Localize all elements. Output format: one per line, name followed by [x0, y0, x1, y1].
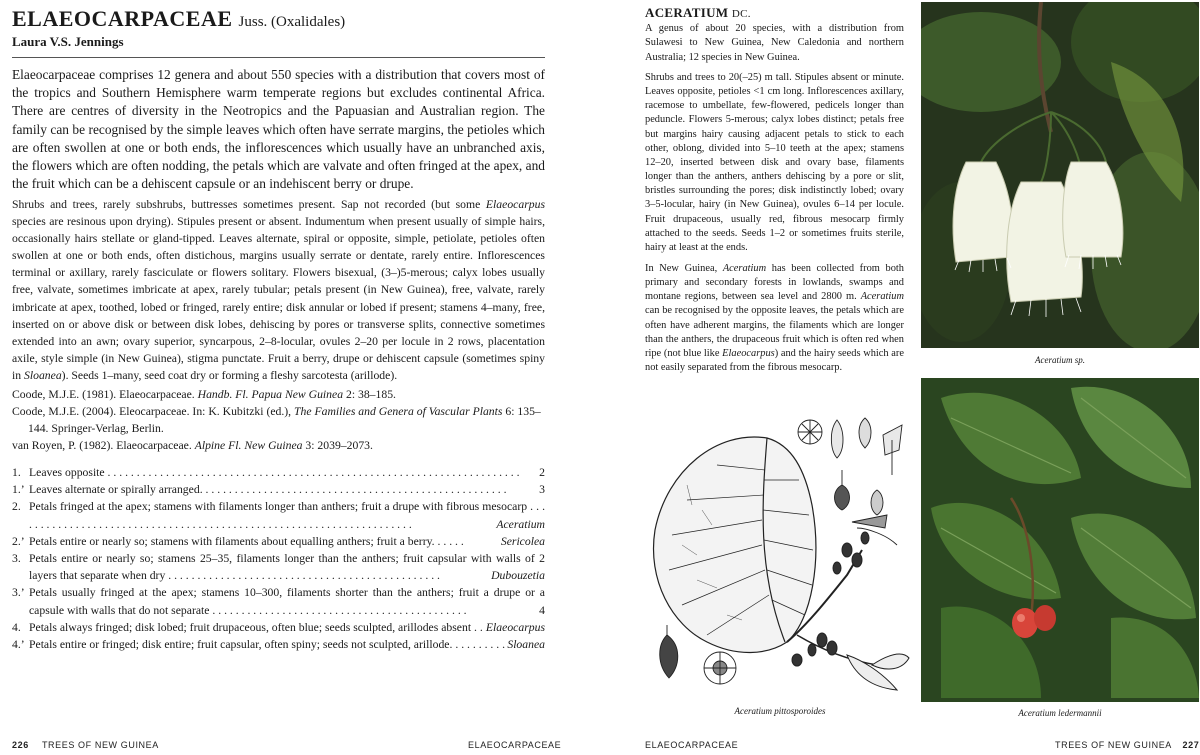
family-intro: Elaeocarpaceae comprises 12 genera and about 550 species with a distribution that covers most of the tropics and Southern Hemisphere warm temperate regions but excludes continental Africa. There are centres of diversity in the Neotropics and the Papuasian and Australian region. The family can be recognised by the simple leaves which often have serrate margins, the petioles which are often swollen at one or both ends, the inflorescences which usually have an unbranched axis, the flowers which are often nodding, the petals which are valvate and often fringed at the apex, and the fruit which can be a dehiscent capsule or an indehiscent berry or drupe.	[12, 67, 545, 192]
photo-1-caption: Aceratium sp.	[1035, 355, 1085, 365]
key-lead-destination: Sloanea	[507, 638, 545, 652]
genus-authority: DC.	[731, 8, 751, 20]
title-rule	[12, 57, 545, 58]
right-page	[600, 0, 1200, 755]
running-section-title-right: ELAEOCARPACEAE	[645, 740, 739, 750]
running-section-title: ELAEOCARPACEAE	[468, 740, 562, 750]
drawing-caption: Aceratium pittosporoides	[734, 706, 826, 716]
genus-title	[645, 5, 751, 21]
key-lead-text: Petals entire or nearly so; stamens with filaments about equalling anthers; fruit a berry. . . . . . Sericolea	[29, 533, 545, 550]
key-lead-number: 3.	[12, 552, 21, 566]
photo-2-caption: Aceratium ledermannii	[1018, 708, 1102, 718]
key-lead	[12, 550, 545, 584]
key-lead	[12, 584, 545, 618]
key-lead	[12, 464, 545, 481]
family-title	[12, 6, 345, 32]
key-lead-destination: 4	[539, 603, 545, 617]
key-lead-text: Leaves opposite . . . . . . . . . . . . . . . . . . . . . . . . . . . . . . . . . . . . . . . . . . . . . . . . . . . . . . . . . . . . . . . . . . . . . . . 2	[29, 464, 545, 481]
footer-right	[1055, 740, 1199, 750]
genus-png-notes: In New Guinea, Aceratium has been collected from both primary and secondary forests in lowlands, swamps and montane regions, between sea level and 2800 m. Aceratium can be recognised by the opposite leaves, the petals which are often have adherent margins, the filaments which are longer than the anthers, the drupaceous fruit which is often red when ripe (not blue like Elaeocarpus) and the hairy seeds which are not easily separated from the fibrous mesocarp.	[645, 263, 905, 374]
family-description: Shrubs and trees, rarely subshrubs, buttresses sometimes present. Sap not recorded (but some Elaeocarpus species are resinous upon drying). Stipules present or absent. Indumentum when present usually of simple hairs, occasionally hairs stellate or gland-tipped. Leaves alternate, spiral or opposite, simple, petiolate, petioles often swollen at one or both ends, often distichous, margins usually serrate or dentate, rarely entire. Inflorescences terminal or axillary, rarely fasciculate or flowers solitary. Flowers bisexual, (3–)5-merous; calyx lobes usually free, valvate, sometimes imbricate at apex, rarely tubular; petals present (in New Guinea), free, valvate, rarely imbricate at apex, toothed, lobed or fringed, rarely entire; disk annular or lobed if present; stamens 4–many, free, inserted on or above disk or between disk lobes, dehiscing by pores or transverse splits, connective sometimes extended into an awn; ovary superior, syncarpous, 2–8-locular, ovules 2–20 per locule in 2 rows, placentation axile, style simple (in New Guinea), stigma punctate. Fruit a berry, drupe or dehiscent capsule (sometimes spiny in Sloanea). Seeds 1–many, seed coat dry or forming a fleshy sarcotesta (arillode).	[12, 198, 545, 382]
reference-entry: van Royen, P. (1982). Elaeocarpaceae. Alpine Fl. New Guinea 3: 2039–2073.	[12, 439, 373, 452]
key-lead	[12, 481, 545, 498]
key-lead-number: 4.	[12, 620, 21, 634]
key-lead-text: Petals entire or nearly so; stamens 25–35, filaments longer than the anthers; fruit capsular with walls of 2 layers that separate when dry . . . . . . . . . . . . . . . . . . . . . . . . . . . . . . . . . . . . . . . . . . . . . . . Dubouzetia	[29, 550, 545, 584]
key-lead-text: Petals entire or fringed; disk entire; fruit capsular, often spiny; seeds not sculpted, arillode. . . . . . . . . . Sloanea	[29, 636, 545, 653]
page-number-right: 227	[1182, 740, 1200, 750]
key-lead-number: 2.’	[12, 534, 25, 548]
key-lead	[12, 533, 545, 550]
key-lead-destination: Dubouzetia	[491, 569, 545, 583]
key-lead	[12, 498, 545, 532]
key-lead-destination: 2	[539, 466, 545, 479]
key-lead-destination: Aceratium	[496, 517, 545, 531]
key-lead-text: Petals fringed at the apex; stamens with filaments longer than anthers; fruit a drupe with fibrous mesocarp . . . . . . . . . . . . . . . . . . . . . . . . . . . . . . . . . . . . . . . . . . . . . . . . . . . . . . . . . . . . . . . . . . . . . Aceratium	[29, 498, 545, 532]
key-lead-number: 1.	[12, 466, 21, 479]
running-book-title-right: TREES OF NEW GUINEA	[1055, 740, 1172, 750]
footer-left	[12, 740, 159, 750]
running-book-title: TREES OF NEW GUINEA	[41, 740, 159, 750]
key-lead	[12, 636, 545, 653]
key-lead	[12, 619, 545, 636]
botanical-line-drawing	[647, 410, 913, 700]
key-lead-text: Leaves alternate or spirally arranged. . . . . . . . . . . . . . . . . . . . . . . . . . . . . . . . . . . . . . . . . . . . . . . . . . . . . 3	[29, 481, 545, 498]
key-lead-destination: Sericolea	[500, 534, 545, 548]
genus-description: Shrubs and trees to 20(–25) m tall. Stipules absent or minute. Leaves opposite, petioles <1 cm long. Inflorescences axillary, racemose to umbellate, few-flowered, pedicels longer than peduncle. Flowers 5-merous; calyx lobes distinct; petals free but margins hairy causing adjacent petals to stick to each other, oblong, divided into 5–10 teeth at the apex; stamens 12–20, inserted between disk and ovary base, filaments longer than the anthers, anthers dehiscing by a pore or slit, bristles surrounding the pores; disk indistinctly lobed; ovary 3–5-locular, hairy (in New Guinea), ovules 6–14 per locule. Fruit drupaceous, usually red, fibrous mesocarp firmly attached to the seeds. Seeds 1–2 or sometimes fruits sterile, hairy at least at the ends.	[645, 72, 904, 253]
page-number: 226	[12, 740, 29, 750]
family-name: ELAEOCARPACEAE	[12, 6, 233, 31]
genus-intro: A genus of about 20 species, with a distribution from Sulawesi to New Guinea, New Caledonia and northern Australia; 12 species in New Guinea.	[645, 23, 904, 63]
reference-entry: Coode, M.J.E. (2004). Eleocarpaceae. In: K. Kubitzki (ed.), The Families and Genera of Vascular Plants 6: 135–144. Springer-Verlag, Berlin.	[12, 405, 541, 435]
key-lead-number: 2.	[12, 500, 21, 514]
photo-aceratium-ledermannii	[921, 378, 1199, 702]
key-lead-number: 1.’	[12, 483, 25, 497]
reference-entry: Coode, M.J.E. (1981). Elaeocarpaceae. Handb. Fl. Papua New Guinea 2: 38–185.	[12, 388, 396, 401]
photo-aceratium-flowers	[921, 2, 1199, 348]
key-lead-destination: Elaeocarpus	[485, 620, 545, 634]
references	[12, 386, 545, 454]
chapter-author: Laura V.S. Jennings	[12, 34, 124, 49]
key-lead-text: Petals usually fringed at the apex; stamens 10–300, filaments shorter than the anthers; fruit a drupe or a capsule with walls that do not separate . . . . . . . . . . . . . . . . . . . . . . . . . . . . . . . . . . . . . . . . . . . . 4	[29, 584, 545, 618]
key-lead-number: 3.’	[12, 586, 25, 600]
key-lead-destination: 3	[539, 483, 545, 497]
drawing-leaf	[654, 437, 816, 653]
key-lead-number: 4.’	[12, 638, 25, 652]
genus-key	[12, 464, 545, 653]
genus-name: ACERATIUM	[645, 5, 729, 20]
family-authority: Juss. (Oxalidales)	[238, 14, 346, 30]
key-lead-text: Petals always fringed; disk lobed; fruit drupaceous, often blue; seeds sculpted, arillodes absent . . Elaeocarpus	[29, 619, 545, 636]
